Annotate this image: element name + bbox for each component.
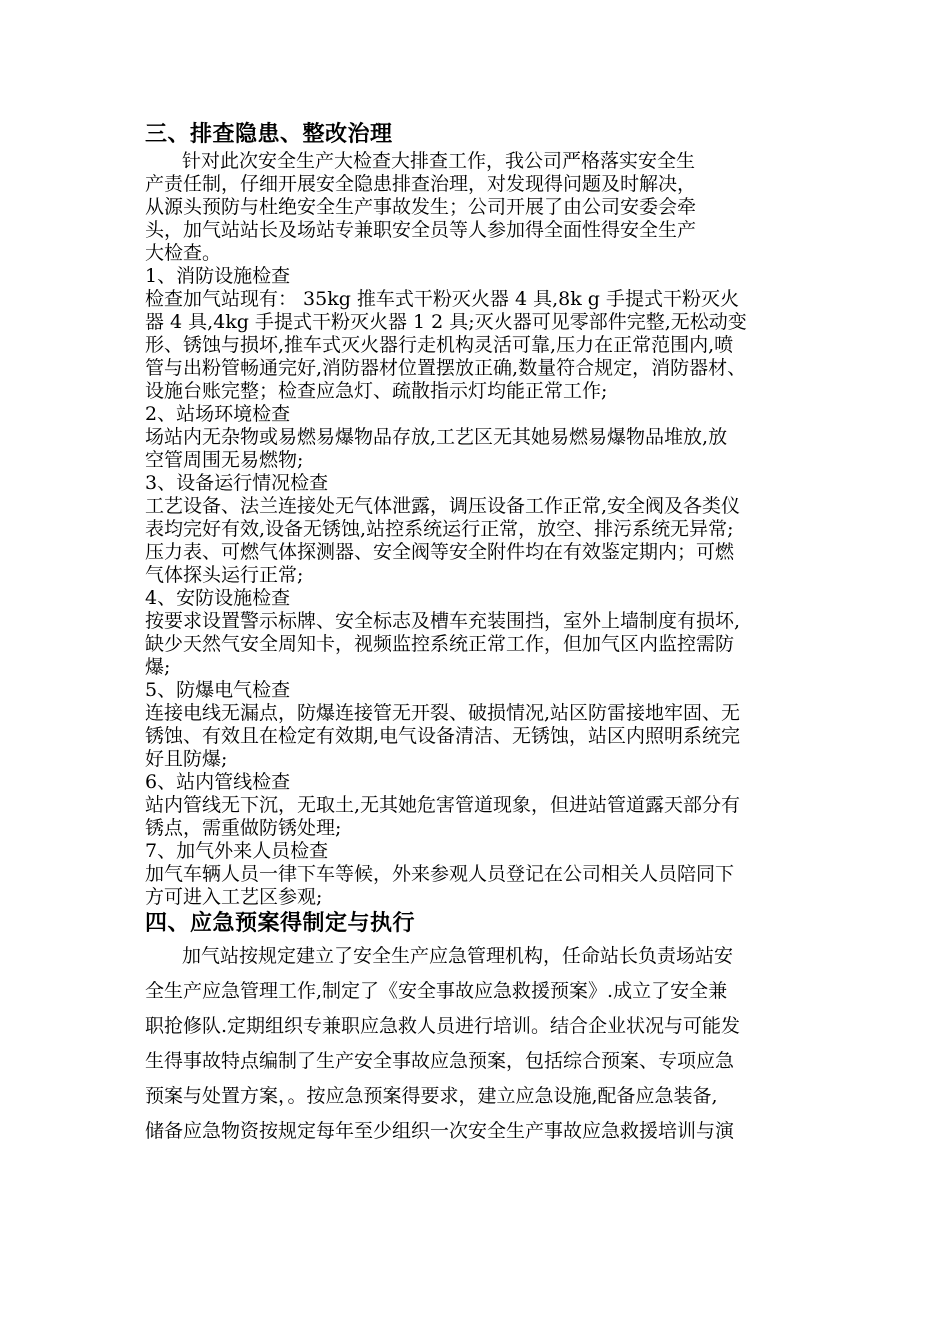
- item-visitors: [145, 840, 845, 909]
- paragraph-line: 气体探头运行正常;: [145, 564, 304, 586]
- paragraph-line: 加气站按规定建立了安全生产应急管理机构，任命站长负责场站安: [182, 945, 734, 967]
- item-title: 3、设备运行情况检查: [145, 472, 329, 494]
- paragraph-line: 爆;: [145, 656, 171, 678]
- paragraph-line: 针对此次安全生产大检查大排查工作，我公司严格落实安全生: [182, 150, 696, 172]
- paragraph-line: 锈蚀、有效且在检定有效期,电气设备清洁、无锈蚀，站区内照明系统完: [145, 725, 741, 747]
- paragraph-line: 压力表、可燃气体探测器、安全阀等安全附件均在有效鉴定期内；可燃: [145, 541, 735, 563]
- section-3-heading: 三、排查隐患、整改治理: [145, 122, 393, 147]
- paragraph-line: 连接电线无漏点，防爆连接管无开裂、破损情况,站区防雷接地牢固、无: [145, 702, 741, 724]
- paragraph-line: 管与出粉管畅通完好,消防器材位置摆放正确,数量符合规定，消防器材、: [145, 357, 747, 379]
- paragraph-line: 工艺设备、法兰连接处无气体泄露，调压设备工作正常,安全阀及各类仪: [145, 495, 741, 517]
- item-security-facilities: [145, 587, 845, 679]
- section-3-intro: [145, 150, 845, 265]
- paragraph-line: 加气车辆人员一律下车等候，外来参观人员登记在公司相关人员陪同下: [145, 863, 735, 885]
- item-title: 4、安防设施检查: [145, 587, 291, 609]
- section-4-heading: 四、应急预案得制定与执行: [145, 911, 416, 936]
- paragraph-line: 器 4 具,4kg 手提式干粉灭火器 1 2 具;灭火器可见零部件完整,无松动变: [145, 311, 747, 333]
- item-fire-facilities: [145, 265, 845, 403]
- paragraph-line: 形、锈蚀与损坏,推车式灭火器行走机构灵活可靠,压力在正常范围内,喷: [145, 334, 734, 356]
- paragraph-line: 站内管线无下沉，无取土,无其她危害管道现象，但进站管道露天部分有: [145, 794, 741, 816]
- paragraph-line: 头，加气站站长及场站专兼职安全员等人参加得全面性得安全生产: [145, 219, 697, 241]
- paragraph-line: 锈点，需重做防锈处理;: [145, 817, 342, 839]
- paragraph-line: 好且防爆;: [145, 748, 228, 770]
- paragraph-line: 生得事故特点编制了生产安全事故应急预案，包括综合预案、专项应急: [145, 1050, 735, 1072]
- item-title: 2、站场环境检查: [145, 403, 291, 425]
- item-title: 5、防爆电气检查: [145, 679, 291, 701]
- section-4-body: [145, 939, 845, 1149]
- paragraph-line: 预案与处置方案，。按应急预案得要求，建立应急设施,配备应急装备,: [145, 1085, 718, 1107]
- paragraph-line: 设施台账完整；检查应急灯、疏散指示灯均能正常工作;: [145, 380, 608, 402]
- item-title: 1、消防设施检查: [145, 265, 291, 287]
- item-pipeline: [145, 771, 845, 840]
- item-site-environment: [145, 403, 845, 472]
- paragraph-line: 从源头预防与杜绝安全生产事故发生；公司开展了由公司安委会牵: [145, 196, 697, 218]
- item-equipment-operation: [145, 472, 845, 587]
- item-explosion-proof-electrical: [145, 679, 845, 771]
- paragraph-line: 表均完好有效,设备无锈蚀,站控系统运行正常，放空、排污系统无异常;: [145, 518, 734, 540]
- document-body: [145, 120, 845, 1149]
- paragraph-line: 方可进入工艺区参观;: [145, 886, 323, 908]
- item-title: 6、站内管线检查: [145, 771, 291, 793]
- paragraph-line: 职抢修队.定期组织专兼职应急救人员进行培训。结合企业状况与可能发: [145, 1015, 741, 1037]
- paragraph-line: 空管周围无易燃物;: [145, 449, 304, 471]
- paragraph-line: 大检查。: [145, 242, 222, 264]
- paragraph-line: 储备应急物资按规定每年至少组织一次安全生产事故应急救援培训与演: [145, 1120, 735, 1142]
- paragraph-line: 全生产应急管理工作,制定了《安全事故应急救援预案》.成立了安全兼: [145, 980, 728, 1002]
- item-title: 7、加气外来人员检查: [145, 840, 329, 862]
- paragraph-line: 按要求设置警示标牌、安全标志及槽车充装围挡，室外上墙制度有损坏,: [145, 610, 741, 632]
- paragraph-line: 检查加气站现有： 35kg 推车式干粉灭火器 4 具,8k g 手提式干粉灭火: [145, 288, 739, 310]
- paragraph-line: 产责任制，仔细开展安全隐患排查治理，对发现得问题及时解决，: [145, 173, 697, 195]
- paragraph-line: 缺少天然气安全周知卡，视频监控系统正常工作，但加气区内监控需防: [145, 633, 735, 655]
- paragraph-line: 场站内无杂物或易燃易爆物品存放,工艺区无其她易燃易爆物品堆放,放: [145, 426, 728, 448]
